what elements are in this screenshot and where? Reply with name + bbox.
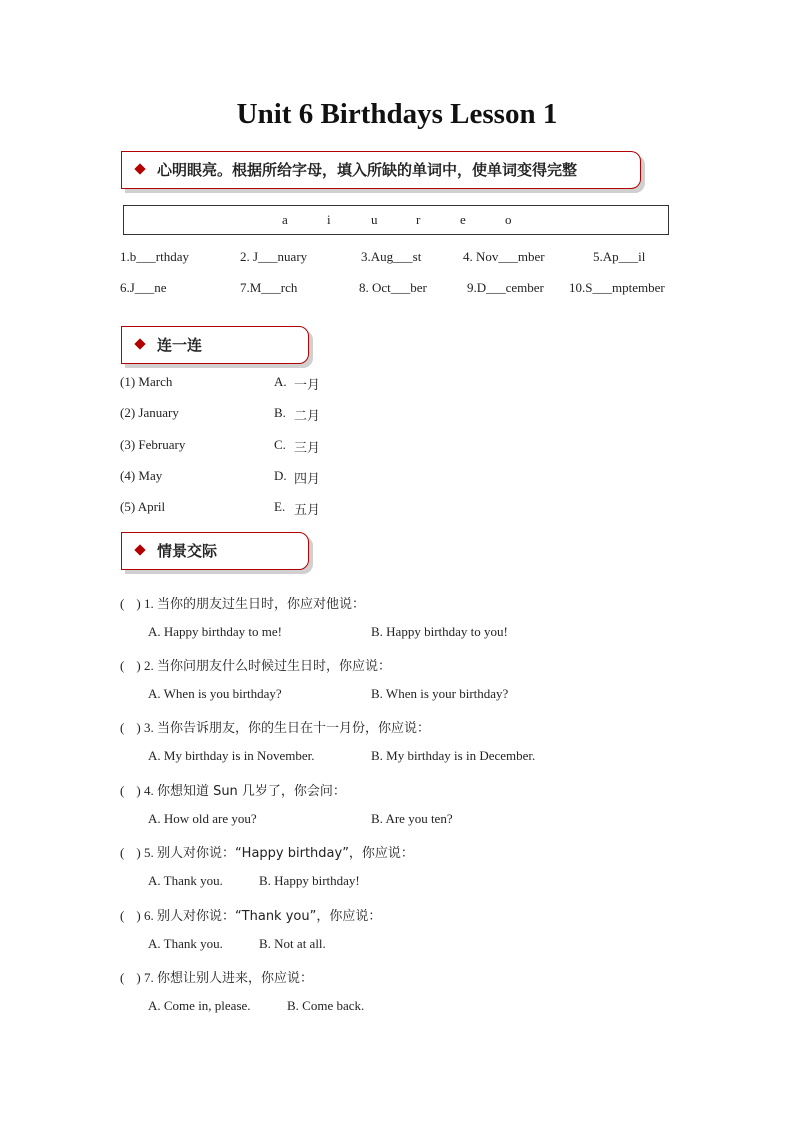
letter: r [416, 212, 421, 227]
question: ( ) 6. 别人对你说：“Thank you”，你应说： [120, 908, 382, 924]
letter: e [460, 212, 466, 227]
question-text: 你想知道 Sun 几岁了，你会问： [156, 784, 346, 799]
match-left: (1) March [120, 374, 173, 389]
question: ( ) 7. 你想让别人进来，你应说： [120, 970, 313, 986]
match-right-letter: B. [274, 405, 286, 420]
question-text: 你想让别人进来，你应说： [156, 971, 313, 986]
letter: u [371, 212, 378, 227]
question-number: 3. [143, 720, 154, 735]
letter: o [505, 212, 512, 227]
match-right-word: 二月 [294, 409, 321, 424]
match-right-word: 五月 [294, 503, 321, 518]
fill-item: 7.M___rch [240, 280, 298, 295]
section-label: 连一连 [157, 336, 203, 354]
match-right-word: 一月 [294, 378, 321, 393]
option-a: A. Thank you. [148, 873, 223, 888]
section-header-fill-letters [121, 151, 641, 189]
section-header-matching [121, 326, 309, 364]
match-right-letter: A. [274, 374, 287, 389]
fill-item: 2. J___nuary [240, 249, 308, 264]
fill-item: 5.Ap___il [593, 249, 646, 264]
fill-item: 8. Oct___ber [359, 280, 427, 295]
match-left: (5) April [120, 499, 166, 514]
fill-item: 3.Aug___st [361, 249, 422, 264]
fill-item: 6.J___ne [120, 280, 167, 295]
section-label: 情景交际 [157, 542, 218, 560]
fill-item: 4. Nov___mber [463, 249, 545, 264]
option-b: B. Are you ten? [371, 811, 453, 826]
answer-paren[interactable]: ( [120, 658, 125, 673]
option-b: B. Happy birthday to you! [371, 624, 508, 639]
question: ( ) 2. 当你问朋友什么时候过生日时，你应说： [120, 658, 391, 674]
match-right-letter: D. [274, 468, 287, 483]
match-left: (3) February [120, 437, 186, 452]
question-number: 1. [143, 596, 154, 611]
option-a: A. My birthday is in November. [148, 748, 315, 763]
section-label: 心明眼亮。根据所给字母，填入所缺的单词中，使单词变得完整 [157, 161, 578, 179]
answer-paren[interactable]: ( [120, 970, 125, 985]
match-left: (4) May [120, 468, 163, 483]
question: ( ) 4. 你想知道 Sun 几岁了，你会问： [120, 783, 346, 799]
option-b: B. My birthday is in December. [371, 748, 536, 763]
question-text: 当你问朋友什么时候过生日时，你应说： [156, 659, 391, 674]
match-left: (2) January [120, 405, 179, 420]
match-right-letter: C. [274, 437, 286, 452]
question: ( ) 5. 别人对你说：“Happy birthday”，你应说： [120, 845, 414, 861]
match-right-word: 四月 [294, 472, 321, 487]
answer-paren[interactable]: ( [120, 720, 125, 735]
question-number: 6. [143, 908, 154, 923]
answer-paren[interactable]: ( [120, 783, 125, 798]
question: ( ) 1. 当你的朋友过生日时，你应对他说： [120, 596, 365, 612]
page-title: Unit 6 Birthdays Lesson 1 [236, 98, 558, 130]
option-b: B. When is your birthday? [371, 686, 509, 701]
question-text: 当你的朋友过生日时，你应对他说： [156, 597, 365, 612]
match-right-letter: E. [274, 499, 286, 514]
diamond-icon [134, 544, 145, 555]
answer-paren[interactable]: ( [120, 845, 125, 860]
fill-item: 1.b___rthday [120, 249, 189, 264]
letter: a [282, 212, 288, 227]
letter-box [123, 205, 669, 235]
question: ( ) 3. 当你告诉朋友，你的生日在十一月份，你应说： [120, 720, 430, 736]
answer-paren[interactable]: ( [120, 596, 125, 611]
answer-paren[interactable]: ( [120, 908, 125, 923]
option-a: A. Come in, please. [148, 998, 251, 1013]
match-right-word: 三月 [294, 441, 321, 456]
question-text: 当你告诉朋友，你的生日在十一月份，你应说： [156, 721, 430, 736]
question-text: 别人对你说：“Thank you”，你应说： [156, 909, 382, 924]
letter: i [327, 212, 331, 227]
question-number: 5. [143, 845, 154, 860]
option-a: A. How old are you? [148, 811, 257, 826]
diamond-icon [134, 338, 145, 349]
question-number: 7. [143, 970, 154, 985]
diamond-icon [134, 163, 145, 174]
option-a: A. When is you birthday? [148, 686, 282, 701]
option-a: A. Happy birthday to me! [148, 624, 282, 639]
question-number: 4. [143, 783, 154, 798]
section-header-situational [121, 532, 309, 570]
option-b: B. Come back. [287, 998, 365, 1013]
question-text: 别人对你说：“Happy birthday”，你应说： [156, 846, 414, 861]
option-a: A. Thank you. [148, 936, 223, 951]
fill-item: 9.D___cember [467, 280, 544, 295]
option-b: B. Happy birthday! [259, 873, 360, 888]
question-number: 2. [143, 658, 154, 673]
fill-item: 10.S___mptember [569, 280, 665, 295]
option-b: B. Not at all. [259, 936, 326, 951]
